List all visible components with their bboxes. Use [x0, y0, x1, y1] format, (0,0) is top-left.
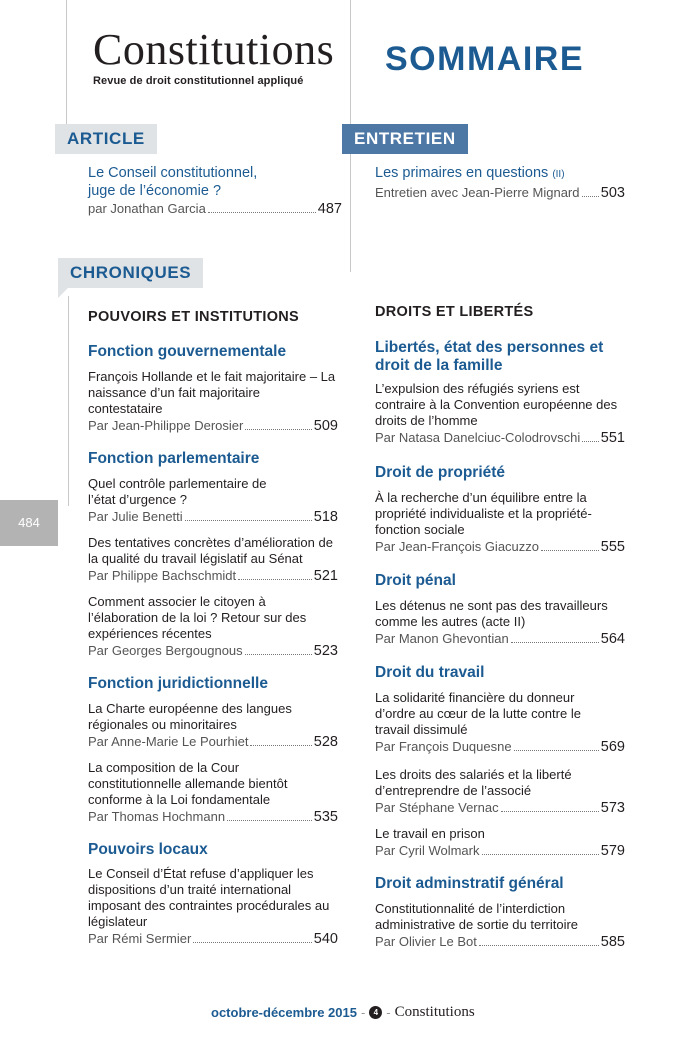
- entry-author-line: [375, 538, 625, 556]
- entry-author: Par Philippe Bachschmidt: [88, 568, 237, 583]
- leader-dots: [582, 441, 599, 442]
- entry-author-line: [88, 417, 338, 435]
- footer-separator: -: [360, 1005, 366, 1020]
- leader-dots: [250, 745, 311, 746]
- chroniques-tag-label: CHRONIQUES: [70, 263, 192, 282]
- toc-entry[interactable]: [375, 767, 625, 817]
- leader-dots: [238, 579, 312, 580]
- entry-title-text: Les primaires en questions: [375, 165, 549, 181]
- footer-journal-name: Constitutions: [394, 1004, 475, 1020]
- article-tag-label: ARTICLE: [67, 129, 145, 148]
- entry-title: La Charte européenne des langues régionales ou minoritaires: [88, 701, 292, 732]
- leader-dots: [245, 429, 311, 430]
- left-margin-rule: [66, 0, 67, 130]
- leader-dots: [479, 945, 599, 946]
- toc-entry[interactable]: [88, 476, 338, 526]
- entry-author: Par Cyril Wolmark: [375, 843, 480, 858]
- entry-page: 555: [600, 539, 625, 555]
- toc-entry[interactable]: [88, 866, 338, 948]
- entry-author: Par Julie Benetti: [88, 509, 183, 524]
- entretien-tag-label: ENTRETIEN: [354, 129, 456, 148]
- entry-author: Par François Duquesne: [375, 739, 512, 754]
- article-tag: [55, 124, 157, 154]
- footer-separator: -: [386, 1005, 391, 1020]
- entry-author-line: [88, 508, 338, 526]
- subsection-heading: Libertés, état des personnes et droit de la famille: [375, 339, 604, 374]
- subsection-heading: Fonction parlementaire: [88, 450, 260, 467]
- entry-author-line: [375, 799, 625, 817]
- leader-dots: [501, 811, 599, 812]
- left-chroniques-rule: [68, 296, 69, 506]
- toc-entry[interactable]: [88, 701, 338, 751]
- entry-title: Les droits des salariés et la liberté d’entreprendre de l’associé: [375, 767, 572, 798]
- entry-author-line: [375, 933, 625, 951]
- entry-page: 528: [313, 734, 338, 750]
- entry-title: [375, 164, 625, 184]
- entry-author-line: [375, 184, 625, 202]
- entry-page: 551: [600, 430, 625, 446]
- entry-author: Par Anne-Marie Le Pourhiet: [88, 734, 249, 749]
- entry-title: Des tentatives concrètes d’amélioration de la qualité du travail législatif au Sénat: [88, 535, 333, 566]
- entry-author-line: [88, 642, 338, 660]
- entry-page: 509: [313, 418, 338, 434]
- entry-author-line: [88, 567, 338, 585]
- entry-author-line: [375, 842, 625, 860]
- subsection-heading: Droit pénal: [375, 572, 456, 589]
- toc-entry[interactable]: [88, 369, 338, 435]
- entry-page: 564: [600, 631, 625, 647]
- entry-author-line: [88, 733, 338, 751]
- chroniques-tag-tail: [58, 288, 68, 298]
- entry-author: Par Rémi Sermier: [88, 931, 192, 946]
- leader-dots: [514, 750, 599, 751]
- entry-page: 487: [317, 201, 342, 217]
- article-entry[interactable]: [88, 164, 342, 218]
- entry-title: Le Conseil d’État refuse d’appliquer les dispositions d’un traité international imposant des contraintes procédurales au législateur: [88, 866, 330, 929]
- entretien-tag: [342, 124, 468, 154]
- issue-number-badge: 4: [369, 1006, 382, 1019]
- entry-title: L’expulsion des réfugiés syriens est contraire à la Convention européenne des droits de l’homme: [375, 381, 618, 428]
- entry-author: par Jonathan Garcia: [88, 201, 206, 216]
- toc-entry[interactable]: [375, 826, 625, 860]
- toc-entry[interactable]: [88, 535, 338, 585]
- entry-author-line: [88, 808, 338, 826]
- entry-page: 573: [600, 800, 625, 816]
- entry-author: Par Jean-François Giacuzzo: [375, 539, 540, 554]
- entry-page: 585: [600, 934, 625, 950]
- toc-entry[interactable]: [88, 594, 338, 660]
- section-heading-left: POUVOIRS ET INSTITUTIONS: [88, 309, 300, 325]
- entry-page: 503: [600, 185, 625, 201]
- entry-page: 521: [313, 568, 338, 584]
- entry-author-line: [375, 429, 625, 447]
- entry-page: 523: [313, 643, 338, 659]
- toc-entry[interactable]: [88, 760, 338, 826]
- leader-dots: [582, 196, 599, 197]
- entry-author-line: [375, 738, 625, 756]
- entry-page: 579: [600, 843, 625, 859]
- journal-subtitle: Revue de droit constitutionnel appliqué: [93, 75, 304, 87]
- entry-title-suffix: (II): [552, 169, 565, 180]
- entry-author: Par Natasa Danelciuc-Colodrovschi: [375, 430, 581, 445]
- entry-author-line: [375, 630, 625, 648]
- subsection-heading: Fonction juridictionnelle: [88, 675, 268, 692]
- journal-title: Constitutions: [93, 25, 335, 74]
- toc-entry[interactable]: [375, 381, 625, 447]
- masthead: [93, 25, 335, 87]
- leader-dots: [227, 820, 312, 821]
- entry-title: François Hollande et le fait majoritaire – La naissance d’un fait majoritaire contestataire: [88, 369, 336, 416]
- entry-title: La solidarité financière du donneur d’ordre au cœur de la lutte contre le travail dissimulé: [375, 690, 581, 737]
- subsection-heading: Fonction gouvernementale: [88, 343, 287, 360]
- entry-title: Le travail en prison: [375, 826, 485, 841]
- entry-author: Par Thomas Hochmann: [88, 809, 226, 824]
- subsection-heading: Droit adminstratif général: [375, 875, 564, 892]
- entry-title: Constitutionnalité de l’interdiction administrative de sortie du territoire: [375, 901, 579, 932]
- entry-author: Par Olivier Le Bot: [375, 934, 477, 949]
- entry-author: Entretien avec Jean-Pierre Mignard: [375, 185, 580, 200]
- entry-author: Par Stéphane Vernac: [375, 800, 499, 815]
- entry-author: Par Georges Bergougnous: [88, 643, 243, 658]
- entry-page: 569: [600, 739, 625, 755]
- leader-dots: [541, 550, 599, 551]
- leader-dots: [193, 942, 312, 943]
- toc-entry[interactable]: [375, 690, 625, 756]
- entry-author: Par Manon Ghevontian: [375, 631, 509, 646]
- subsection-heading: Droit du travail: [375, 664, 485, 681]
- chroniques-tag: [58, 258, 203, 288]
- page-number-tab: 484: [0, 500, 58, 546]
- toc-entry[interactable]: [375, 901, 625, 951]
- issue-date: octobre-décembre 2015: [211, 1005, 357, 1020]
- entretien-entry[interactable]: [375, 164, 625, 202]
- leader-dots: [245, 654, 312, 655]
- page-footer: [211, 1004, 475, 1021]
- toc-entry[interactable]: [375, 490, 625, 556]
- leader-dots: [511, 642, 599, 643]
- entry-title: Les détenus ne sont pas des travailleurs comme les autres (acte II): [375, 598, 608, 629]
- entry-title: Comment associer le citoyen à l’élaboration de la loi ? Retour sur des expériences récentes: [88, 594, 307, 641]
- section-heading-right: DROITS ET LIBERTÉS: [375, 304, 534, 320]
- entry-title: Le Conseil constitutionnel, juge de l’économie ?: [88, 165, 258, 199]
- entry-page: 535: [313, 809, 338, 825]
- subsection-heading: Droit de propriété: [375, 464, 506, 481]
- entry-title: Quel contrôle parlementaire de l’état d’urgence ?: [88, 476, 267, 507]
- leader-dots: [185, 520, 312, 521]
- leader-dots: [482, 854, 599, 855]
- entry-title: La composition de la Cour constitutionnelle allemande bientôt conforme à la Loi fondamentale: [88, 760, 288, 807]
- entry-page: 518: [313, 509, 338, 525]
- page-title: SOMMAIRE: [385, 40, 584, 78]
- entry-author: Par Jean-Philippe Derosier: [88, 418, 244, 433]
- leader-dots: [208, 212, 316, 213]
- entry-author-line: [88, 200, 342, 218]
- toc-entry[interactable]: [375, 598, 625, 648]
- entry-page: 540: [313, 931, 338, 947]
- entry-title: À la recherche d’un équilibre entre la propriété individualiste et la propriété-fonction sociale: [375, 490, 592, 537]
- entry-author-line: [88, 930, 338, 948]
- subsection-heading: Pouvoirs locaux: [88, 841, 208, 858]
